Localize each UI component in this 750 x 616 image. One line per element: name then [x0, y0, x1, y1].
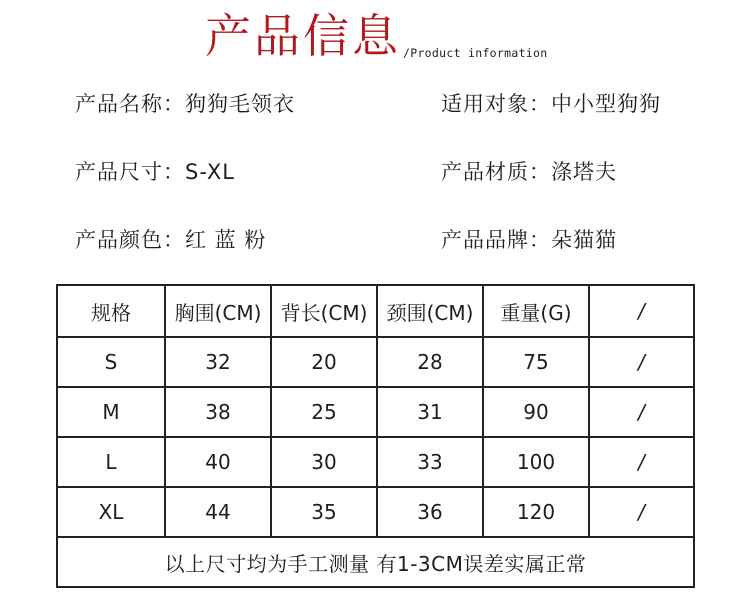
- table-cell: 38: [165, 387, 271, 437]
- table-cell: L: [57, 437, 165, 487]
- product-name: 产品名称：狗狗毛领衣: [75, 92, 295, 116]
- table-cell: 90: [483, 387, 589, 437]
- product-color: 产品颜色：红 蓝 粉: [75, 228, 267, 252]
- table-header-cell: 颈围(CM): [377, 285, 483, 337]
- table-header-cell: 胸围(CM): [165, 285, 271, 337]
- table-cell: /: [589, 487, 694, 537]
- table-cell: M: [57, 387, 165, 437]
- product-brand: 产品品牌：朵猫猫: [441, 228, 617, 252]
- table-cell: 20: [271, 337, 377, 387]
- table-cell: 44: [165, 487, 271, 537]
- table-cell: 75: [483, 337, 589, 387]
- page-subtitle: /Product information: [403, 46, 548, 60]
- table-cell: 120: [483, 487, 589, 537]
- table-cell: 28: [377, 337, 483, 387]
- table-row: [57, 437, 694, 487]
- table-cell: S: [57, 337, 165, 387]
- table-cell: 31: [377, 387, 483, 437]
- table-note: 以上尺寸均为手工测量 有1-3CM误差实属正常: [57, 537, 694, 587]
- table-row: [57, 487, 694, 537]
- table-cell: 35: [271, 487, 377, 537]
- table-footer-row: [57, 537, 694, 587]
- table-cell: 40: [165, 437, 271, 487]
- table-cell: 100: [483, 437, 589, 487]
- size-table: [56, 284, 695, 588]
- table-cell: /: [589, 437, 694, 487]
- table-cell: /: [589, 387, 694, 437]
- table-cell: 32: [165, 337, 271, 387]
- table-header-cell: 背长(CM): [271, 285, 377, 337]
- table-cell: 36: [377, 487, 483, 537]
- table-row: [57, 337, 694, 387]
- table-row: [57, 387, 694, 437]
- page-title: 产品信息: [205, 9, 401, 63]
- product-material: 产品材质：涤塔夫: [441, 160, 617, 184]
- table-cell: 33: [377, 437, 483, 487]
- table-cell: /: [589, 337, 694, 387]
- table-cell: 25: [271, 387, 377, 437]
- product-size: 产品尺寸：S-XL: [75, 160, 235, 184]
- table-cell: XL: [57, 487, 165, 537]
- table-header-cell: 规格: [57, 285, 165, 337]
- table-header-cell: 重量(G): [483, 285, 589, 337]
- table-cell: 30: [271, 437, 377, 487]
- header: [205, 6, 547, 66]
- product-target: 适用对象：中小型狗狗: [441, 92, 661, 116]
- table-header-cell: /: [589, 285, 694, 337]
- table-header-row: [57, 285, 694, 337]
